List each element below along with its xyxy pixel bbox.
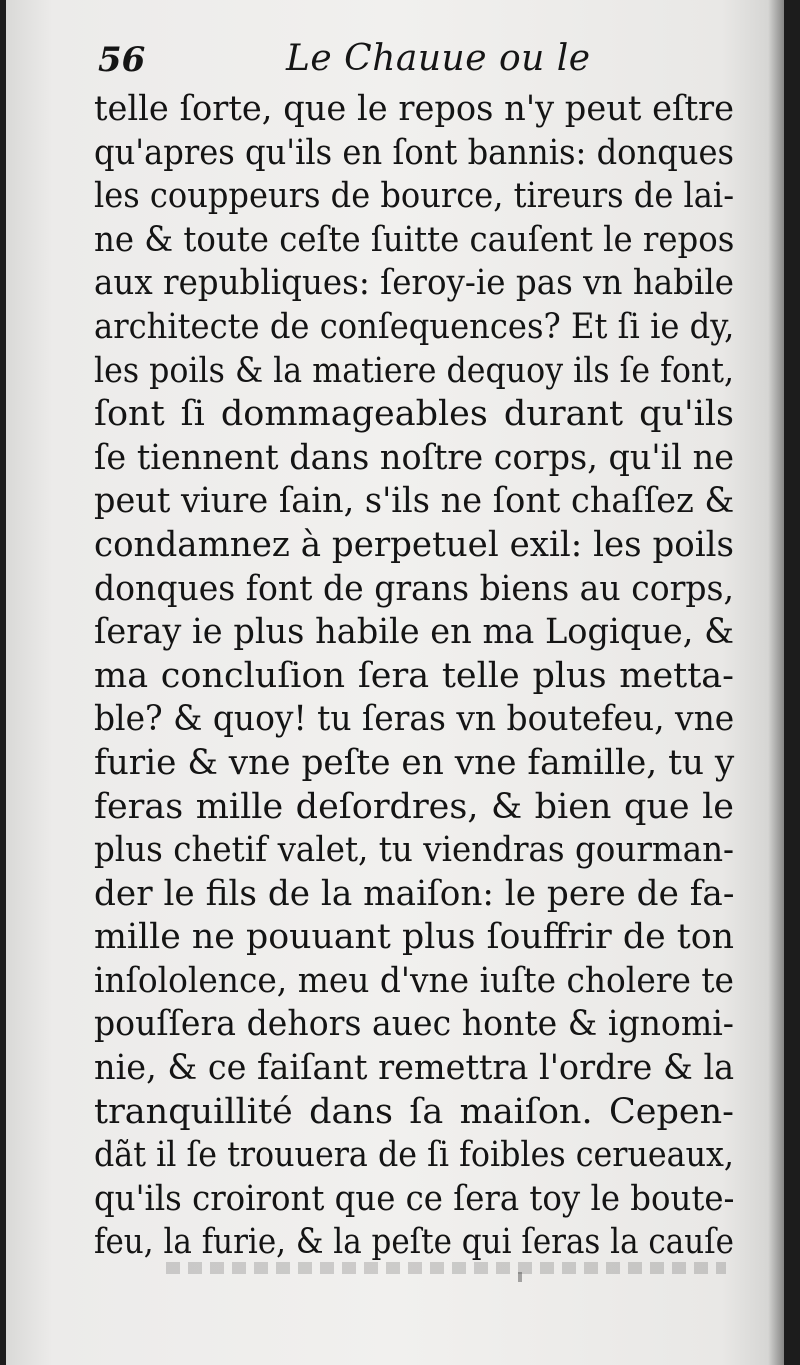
text-line-6: architecte de conſequences? Et ſi ie dy, <box>94 306 735 347</box>
text-line-21: inſololence, meu d'vne iuſte cholere te <box>94 960 734 1001</box>
running-head <box>90 36 730 92</box>
text-line-3: les couppeurs de bource, tireurs de lai- <box>94 176 735 217</box>
text-line-10: peut viure ſain, s'ils ne ſont chaſſez & <box>94 481 735 522</box>
text-line-26: qu'ils croiront que ce ſera toy le boute- <box>94 1178 735 1219</box>
text-line-23: nie, & ce faiſant remettra l'ordre & la <box>94 1048 735 1089</box>
text-line-13: ſeray ie plus habile en ma Logique, & <box>94 612 734 653</box>
text-line-17: feras mille deſordres, & bien que le <box>94 786 734 827</box>
text-line-15: ble? & quoy! tu ſeras vn boutefeu, vne <box>94 699 735 740</box>
text-line-24: tranquillité dans ſa maiſon. Cepen- <box>94 1091 734 1132</box>
text-line-27: feu, la furie, & la peſte qui ſeras la cauſe <box>94 1222 734 1263</box>
text-line-16: furie & vne peſte en vne famille, tu y <box>94 742 735 783</box>
running-title: Le Chauue ou le <box>286 38 591 79</box>
book-page <box>6 0 784 1365</box>
body-text <box>94 88 734 1265</box>
text-line-12: donques font de grans biens au corps, <box>94 568 734 609</box>
text-line-4: ne & toute ceſte ſuitte cauſent le repos <box>94 219 735 260</box>
page-number: 56 <box>98 40 146 80</box>
text-line-2: qu'apres qu'ils en ſont bannis: donques <box>94 132 734 173</box>
text-line-11: condamnez à perpetuel exil: les poils <box>94 524 734 565</box>
text-line-1: telle ſorte, que le repos n'y peut eſtre <box>94 89 734 129</box>
text-line-25: dãt il ſe trouuera de ſi foibles cerueaux, <box>94 1135 734 1176</box>
ink-bleed-through <box>166 1262 726 1274</box>
text-line-8: ſont ſi dommageables durant qu'ils <box>94 394 734 435</box>
text-line-18: plus chetif valet, tu viendras gourman- <box>94 830 734 871</box>
text-line-5: aux republiques: ſeroy-ie pas vn habile <box>94 263 734 304</box>
ink-speck <box>518 1272 522 1282</box>
page-edge-shadow <box>768 0 784 1365</box>
text-line-22: pouſſera dehors auec honte & ignomi- <box>94 1004 734 1045</box>
text-line-14: ma concluſion ſera telle plus metta- <box>94 655 734 696</box>
text-line-20: mille ne pouuant plus ſouffrir de ton <box>94 917 734 958</box>
text-line-9: ſe tiennent dans noſtre corps, qu'il ne <box>94 437 734 478</box>
text-line-19: der le fils de la maiſon: le pere de fa- <box>94 873 735 914</box>
text-line-7: les poils & la matiere dequoy ils ſe font, <box>94 350 735 391</box>
